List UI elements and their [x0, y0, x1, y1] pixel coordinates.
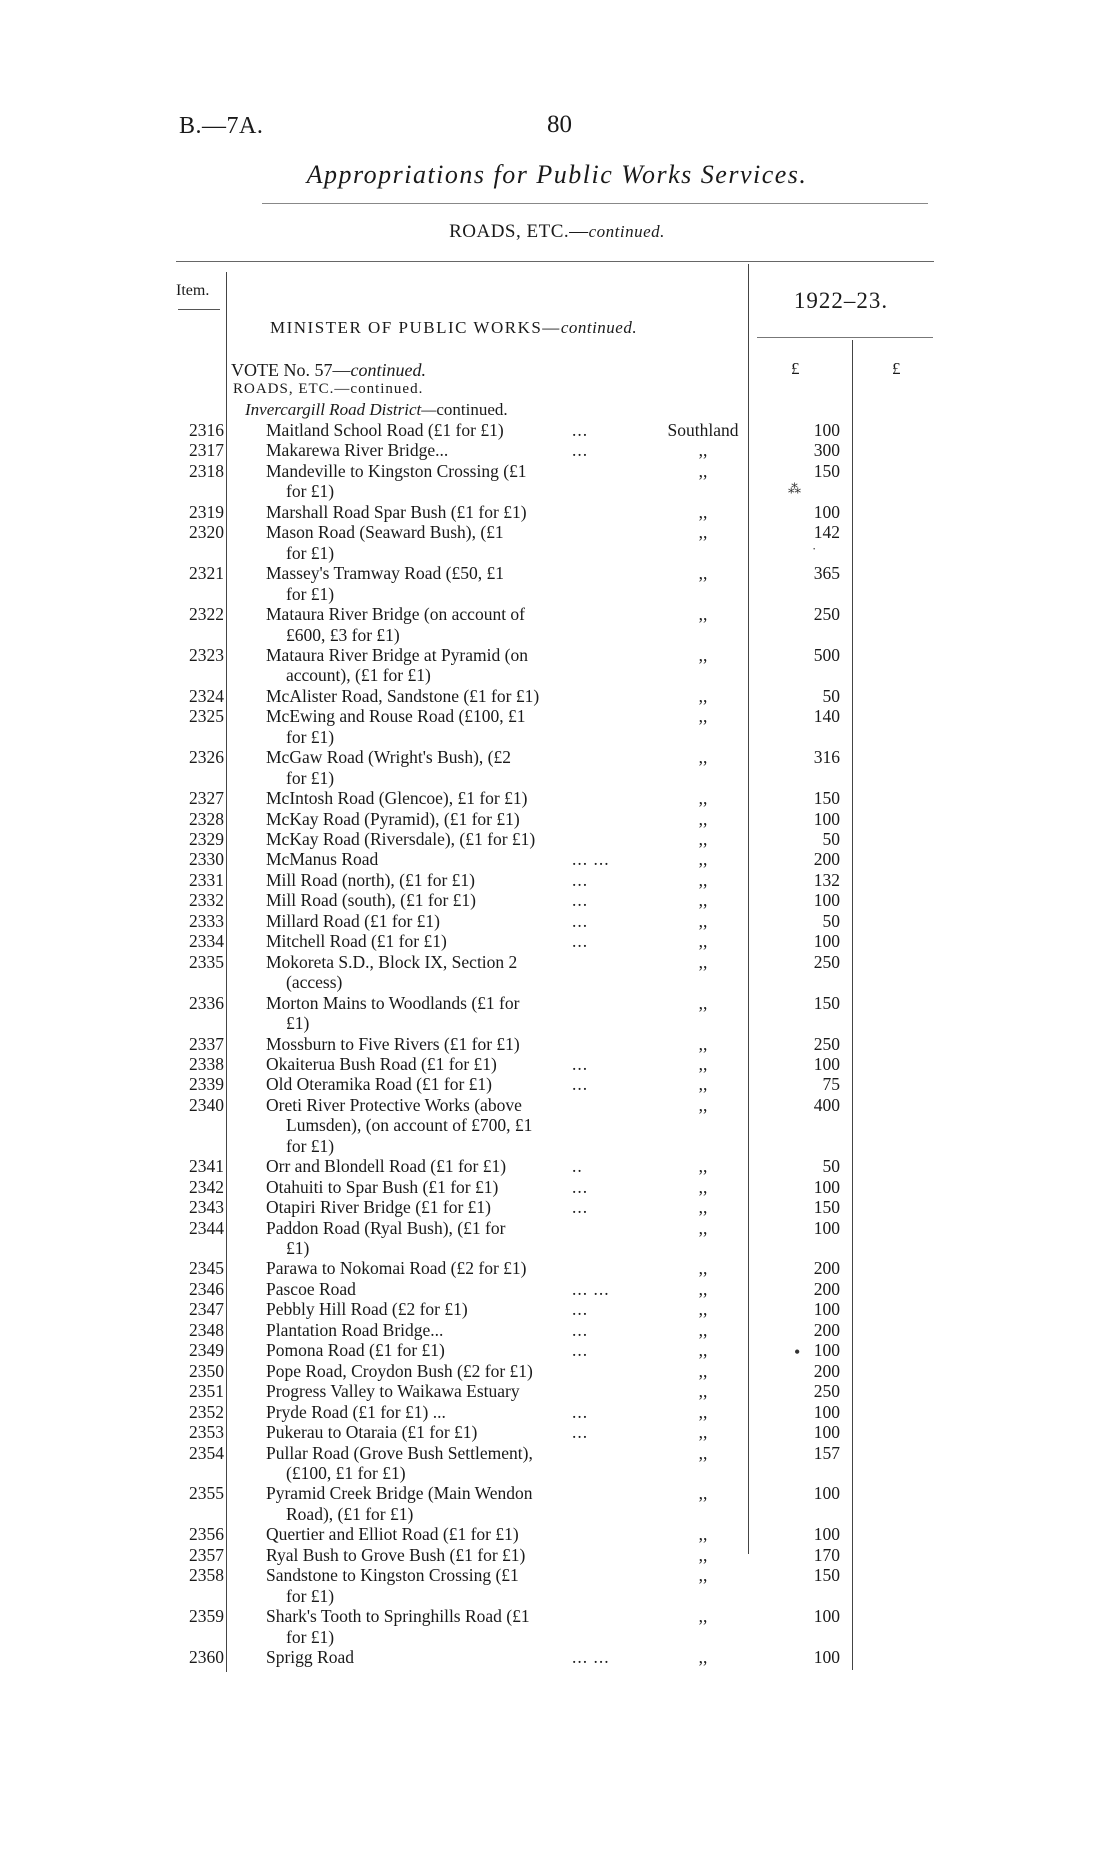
table-row — [0, 993, 1114, 1013]
item-number: 2358 — [189, 1565, 224, 1586]
item-number: 2326 — [189, 747, 224, 768]
item-number: 2354 — [189, 1442, 224, 1463]
ministry-heading — [270, 318, 637, 338]
county-name: ,, — [698, 1074, 708, 1095]
county-name: ,, — [698, 1381, 708, 1402]
vote-heading — [231, 360, 426, 381]
item-description: McAlister Road, Sandstone (£1 for £1) — [266, 685, 540, 706]
amount: 150 — [813, 992, 840, 1013]
leader-dots: ... — [572, 1422, 589, 1443]
item-description-continuation: for £1) — [286, 1135, 335, 1156]
amount: 200 — [813, 1360, 840, 1381]
table-row — [0, 788, 1114, 808]
table-row — [0, 1361, 1114, 1381]
table-row — [0, 911, 1114, 931]
county-name: ,, — [698, 1401, 708, 1422]
item-description: Pryde Road (£1 for £1) ... — [266, 1401, 446, 1422]
amount: 100 — [813, 1176, 840, 1197]
item-description: Mokoreta S.D., Block IX, Section 2 — [266, 951, 518, 972]
ministry-suffix: continued. — [560, 318, 638, 337]
item-description: Progress Valley to Waikawa Estuary — [266, 1381, 520, 1402]
table-row — [0, 522, 1114, 542]
amount: 400 — [813, 1094, 840, 1115]
county-name: ,, — [698, 869, 708, 890]
county-name: Southland — [667, 420, 739, 440]
item-description: McManus Road — [266, 849, 379, 870]
amount: 365 — [813, 563, 840, 584]
leader-dots: ... — [572, 931, 589, 952]
item-description-continuation: (£100, £1 for £1) — [286, 1462, 406, 1483]
section-heading-suffix: continued. — [588, 222, 665, 241]
amount: 132 — [813, 869, 840, 890]
county-name: ,, — [698, 563, 708, 584]
item-number: 2356 — [189, 1524, 224, 1545]
item-description-continuation: for £1) — [286, 1626, 335, 1647]
year-header-rule — [757, 337, 933, 338]
item-number: 2351 — [189, 1381, 224, 1402]
county-name: ,, — [698, 522, 708, 543]
county-name: ,, — [698, 685, 708, 706]
item-description-continuation: (access) — [286, 972, 343, 993]
pound-unit-col2: £ — [892, 359, 901, 378]
county-name: ,, — [698, 1422, 708, 1443]
item-number: 2332 — [189, 890, 224, 911]
table-row — [0, 1422, 1114, 1442]
county-name: ,, — [698, 1544, 708, 1565]
section-heading-text: ROADS, ETC.— — [449, 221, 589, 242]
ministry-label: MINISTER OF PUBLIC WORKS— — [270, 318, 561, 337]
item-description: Sprigg Road — [266, 1647, 354, 1667]
item-number: 2336 — [189, 992, 224, 1013]
amount: 200 — [813, 1278, 840, 1299]
county-name: ,, — [698, 910, 708, 931]
table-top-rule — [176, 261, 934, 262]
table-row — [0, 809, 1114, 829]
item-number: 2350 — [189, 1360, 224, 1381]
table-row — [0, 1545, 1114, 1565]
item-description: Pullar Road (Grove Bush Settlement), — [266, 1442, 533, 1463]
amount: 100 — [813, 420, 840, 440]
amount: 150 — [813, 460, 840, 481]
amount: 100 — [813, 931, 840, 952]
table-row — [0, 931, 1114, 951]
amount: 50 — [822, 1156, 840, 1177]
item-description: Pomona Road (£1 for £1) — [266, 1340, 445, 1361]
print-artifact: ⁂ — [788, 481, 801, 496]
county-name: ,, — [698, 1483, 708, 1504]
item-number: 2339 — [189, 1074, 224, 1095]
county-name: ,, — [698, 1094, 708, 1115]
county-name: ,, — [698, 1319, 708, 1340]
amount: 100 — [813, 1401, 840, 1422]
amount: 100 — [813, 1422, 840, 1443]
vote-label: VOTE No. 57— — [231, 360, 351, 380]
item-description: McKay Road (Pyramid), (£1 for £1) — [266, 808, 520, 829]
item-number: 2330 — [189, 849, 224, 870]
amount: 500 — [813, 644, 840, 665]
county-name: ,, — [698, 992, 708, 1013]
leader-dots: ... — [572, 1340, 589, 1361]
item-description-continuation: Lumsden), (on account of £700, £1 — [286, 1115, 533, 1136]
table-row — [0, 1647, 1114, 1667]
table-row — [0, 829, 1114, 849]
county-name: ,, — [698, 1176, 708, 1197]
leader-dots: ... — [572, 1053, 589, 1074]
item-description: Pyramid Creek Bridge (Main Wendon — [266, 1483, 533, 1504]
county-name: ,, — [698, 788, 708, 809]
county-name: ,, — [698, 460, 708, 481]
county-name: ,, — [698, 829, 708, 849]
item-number: 2323 — [189, 644, 224, 665]
table-row — [0, 870, 1114, 890]
amount: 100 — [813, 1524, 840, 1545]
leader-dots: ... — [572, 890, 589, 911]
item-description: Mason Road (Seaward Bush), (£1 — [266, 522, 504, 543]
table-row — [0, 645, 1114, 665]
page-title: Appropriations for Public Works Services. — [306, 160, 808, 189]
item-description: Otapiri River Bridge (£1 for £1) — [266, 1197, 492, 1218]
item-number: 2321 — [189, 563, 224, 584]
column-header-item: Item. — [176, 282, 210, 299]
county-name: ,, — [698, 890, 708, 911]
leader-dots: ... — [572, 420, 589, 440]
item-number: 2349 — [189, 1340, 224, 1361]
amount: 140 — [813, 706, 840, 727]
item-number: 2342 — [189, 1176, 224, 1197]
item-number: 2352 — [189, 1401, 224, 1422]
item-description: McKay Road (Riversdale), (£1 for £1) — [266, 829, 536, 849]
item-number: 2347 — [189, 1299, 224, 1320]
district-suffix: continued. — [436, 400, 508, 419]
print-artifact: • — [794, 1342, 801, 1362]
item-number: 2360 — [189, 1647, 224, 1667]
item-description: Plantation Road Bridge... — [266, 1319, 444, 1340]
table-row — [0, 563, 1114, 583]
table-row — [0, 1320, 1114, 1340]
county-name: ,, — [698, 1606, 708, 1627]
leader-dots: ... ... — [572, 849, 610, 870]
item-description: Pukerau to Otaraia (£1 for £1) — [266, 1422, 478, 1443]
table-row — [0, 952, 1114, 972]
item-number: 2331 — [189, 869, 224, 890]
item-description-continuation: £600, £3 for £1) — [286, 624, 400, 645]
item-number: 2341 — [189, 1156, 224, 1177]
item-description-continuation: for £1) — [286, 767, 335, 788]
item-description: Orr and Blondell Road (£1 for £1) — [266, 1156, 507, 1177]
amount: 50 — [822, 829, 840, 849]
table-row — [0, 1443, 1114, 1463]
leader-dots: ... — [572, 869, 589, 890]
item-number: 2345 — [189, 1258, 224, 1279]
county-name: ,, — [698, 931, 708, 952]
item-number: 2317 — [189, 440, 224, 461]
item-description-continuation: for £1) — [286, 583, 335, 604]
amount: 200 — [813, 1258, 840, 1279]
table-row — [0, 890, 1114, 910]
item-description: Otahuiti to Spar Bush (£1 for £1) — [266, 1176, 499, 1197]
county-name: ,, — [698, 501, 708, 522]
item-description: Pope Road, Croydon Bush (£2 for £1) — [266, 1360, 533, 1381]
table-row — [0, 1218, 1114, 1238]
table-row — [0, 1197, 1114, 1217]
amount: 200 — [813, 849, 840, 870]
table-row — [0, 1258, 1114, 1278]
leader-dots: ... — [572, 1299, 589, 1320]
amount: 100 — [813, 1053, 840, 1074]
table-row — [0, 686, 1114, 706]
document-reference: B.—7A. — [179, 113, 264, 139]
amount: 157 — [813, 1442, 840, 1463]
item-number: 2334 — [189, 931, 224, 952]
item-description: Parawa to Nokomai Road (£2 for £1) — [266, 1258, 527, 1279]
item-number: 2322 — [189, 604, 224, 625]
item-description: Maitland School Road (£1 for £1) — [266, 420, 504, 440]
table-row — [0, 849, 1114, 869]
item-description-continuation: for £1) — [286, 1585, 335, 1606]
pound-unit-col1: £ — [791, 359, 800, 378]
amount: 200 — [813, 1319, 840, 1340]
amount: 100 — [813, 1606, 840, 1627]
county-name: ,, — [698, 1565, 708, 1586]
leader-dots: .. — [572, 1156, 583, 1177]
item-description-continuation: £1) — [286, 1013, 310, 1034]
leader-dots: ... — [572, 910, 589, 931]
table-row — [0, 1524, 1114, 1544]
amount: 250 — [813, 1381, 840, 1402]
table-row — [0, 706, 1114, 726]
item-number: 2338 — [189, 1053, 224, 1074]
item-header-rule — [178, 309, 220, 310]
item-description: Okaiterua Bush Road (£1 for £1) — [266, 1053, 497, 1074]
item-description: Mitchell Road (£1 for £1) — [266, 931, 447, 952]
item-description: Morton Mains to Woodlands (£1 for — [266, 992, 520, 1013]
leader-dots: ... — [572, 1197, 589, 1218]
item-number: 2324 — [189, 685, 224, 706]
item-number: 2325 — [189, 706, 224, 727]
item-number: 2353 — [189, 1422, 224, 1443]
county-name: ,, — [698, 604, 708, 625]
table-row — [0, 1054, 1114, 1074]
item-description: Ryal Bush to Grove Bush (£1 for £1) — [266, 1544, 526, 1565]
item-number: 2335 — [189, 951, 224, 972]
county-name: ,, — [698, 1299, 708, 1320]
item-number: 2348 — [189, 1319, 224, 1340]
item-number: 2329 — [189, 829, 224, 849]
item-number: 2318 — [189, 460, 224, 481]
amount: 50 — [822, 910, 840, 931]
amount: 100 — [813, 501, 840, 522]
amount: 150 — [813, 1197, 840, 1218]
district-heading — [245, 400, 508, 420]
column-header-year: 1922–23. — [793, 288, 889, 313]
county-name: ,, — [698, 849, 708, 870]
amount: 75 — [822, 1074, 840, 1095]
amount: 100 — [813, 1647, 840, 1667]
amount: 100 — [813, 808, 840, 829]
leader-dots: ... — [572, 1074, 589, 1095]
county-name: ,, — [698, 1197, 708, 1218]
table-row — [0, 502, 1114, 522]
amount: 100 — [813, 1299, 840, 1320]
item-description: Mossburn to Five Rivers (£1 for £1) — [266, 1033, 520, 1054]
item-description: Quertier and Elliot Road (£1 for £1) — [266, 1524, 519, 1545]
county-name: ,, — [698, 644, 708, 665]
county-name: ,, — [698, 1647, 708, 1667]
item-description: Mataura River Bridge (on account of — [266, 604, 526, 625]
county-name: ,, — [698, 1258, 708, 1279]
table-row — [0, 1381, 1114, 1401]
county-name: ,, — [698, 1340, 708, 1361]
leader-dots: ... — [572, 440, 589, 461]
leader-dots: ... ... — [572, 1647, 610, 1667]
table-row — [0, 1299, 1114, 1319]
item-number: 2316 — [189, 420, 224, 440]
amount: 316 — [813, 747, 840, 768]
county-name: ,, — [698, 747, 708, 768]
item-description: Makarewa River Bridge... — [266, 440, 449, 461]
item-number: 2340 — [189, 1094, 224, 1115]
table-row — [0, 1074, 1114, 1094]
item-description: Mataura River Bridge at Pyramid (on — [266, 644, 528, 665]
amount: 100 — [813, 890, 840, 911]
item-description: Massey's Tramway Road (£50, £1 — [266, 563, 504, 584]
item-description: Sandstone to Kingston Crossing (£1 — [266, 1565, 519, 1586]
item-description: Millard Road (£1 for £1) — [266, 910, 440, 931]
county-name: ,, — [698, 808, 708, 829]
leader-dots: ... — [572, 1176, 589, 1197]
item-description: Pebbly Hill Road (£2 for £1) — [266, 1299, 468, 1320]
item-description: Oreti River Protective Works (above — [266, 1094, 522, 1115]
item-description: Old Oteramika Road (£1 for £1) — [266, 1074, 492, 1095]
item-description-continuation: for £1) — [286, 726, 335, 747]
leader-dots: ... — [572, 1401, 589, 1422]
table-row — [0, 747, 1114, 767]
county-name: ,, — [698, 1442, 708, 1463]
item-description: McEwing and Rouse Road (£100, £1 — [266, 706, 526, 727]
leader-dots: ... — [572, 1319, 589, 1340]
table-row — [0, 1565, 1114, 1585]
table-row — [0, 1606, 1114, 1626]
vote-suffix: continued. — [350, 360, 426, 380]
item-number: 2320 — [189, 522, 224, 543]
item-description: McGaw Road (Wright's Bush), (£2 — [266, 747, 511, 768]
page-number: 80 — [547, 111, 572, 138]
item-description: Mandeville to Kingston Crossing (£1 — [266, 460, 527, 481]
section-heading — [0, 221, 1114, 243]
county-name: ,, — [698, 1053, 708, 1074]
amount: 150 — [813, 1565, 840, 1586]
amount: 100 — [813, 1340, 840, 1361]
amount: 170 — [813, 1544, 840, 1565]
county-name: ,, — [698, 1033, 708, 1054]
county-name: ,, — [698, 951, 708, 972]
county-name: ,, — [698, 440, 708, 461]
item-number: 2357 — [189, 1544, 224, 1565]
amount: 250 — [813, 1033, 840, 1054]
item-number: 2319 — [189, 501, 224, 522]
item-description-continuation: Road), (£1 for £1) — [286, 1503, 414, 1524]
district-label: Invercargill Road District— — [245, 400, 437, 419]
amount: 150 — [813, 788, 840, 809]
item-description-continuation: for £1) — [286, 542, 335, 563]
item-description-continuation: for £1) — [286, 481, 335, 502]
amount: 250 — [813, 951, 840, 972]
table-row — [0, 440, 1114, 460]
item-description: Mill Road (south), (£1 for £1) — [266, 890, 476, 911]
item-description: Marshall Road Spar Bush (£1 for £1) — [266, 501, 527, 522]
item-number: 2359 — [189, 1606, 224, 1627]
table-row — [0, 1156, 1114, 1176]
item-number: 2346 — [189, 1278, 224, 1299]
item-description-continuation: £1) — [286, 1238, 310, 1258]
table-row — [0, 420, 1114, 440]
table-row — [0, 1340, 1114, 1360]
item-number: 2337 — [189, 1033, 224, 1054]
amount: 50 — [822, 685, 840, 706]
table-row — [0, 1402, 1114, 1422]
amount: 142 — [813, 522, 840, 543]
county-name: ,, — [698, 1360, 708, 1381]
table-row — [0, 1177, 1114, 1197]
item-number: 2333 — [189, 910, 224, 931]
item-description: McIntosh Road (Glencoe), £1 for £1) — [266, 788, 528, 809]
table-row — [0, 1279, 1114, 1299]
item-description: Paddon Road (Ryal Bush), (£1 for — [266, 1217, 506, 1238]
item-description: Pascoe Road — [266, 1278, 356, 1299]
amount: 300 — [813, 440, 840, 461]
vote-subhead: ROADS, ETC.—continued. — [233, 381, 424, 397]
amount: 100 — [813, 1483, 840, 1504]
leader-dots: ... ... — [572, 1278, 610, 1299]
county-name: ,, — [698, 1217, 708, 1238]
item-description: Shark's Tooth to Springhills Road (£1 — [266, 1606, 530, 1627]
table-row — [0, 604, 1114, 624]
item-description: Mill Road (north), (£1 for £1) — [266, 869, 475, 890]
item-number: 2344 — [189, 1217, 224, 1238]
title-divider — [262, 203, 928, 204]
table-row — [0, 1034, 1114, 1054]
print-artifact: · — [812, 541, 817, 556]
table-row — [0, 1095, 1114, 1115]
county-name: ,, — [698, 1524, 708, 1545]
county-name: ,, — [698, 706, 708, 727]
table-row — [0, 461, 1114, 481]
county-name: ,, — [698, 1278, 708, 1299]
item-description-continuation: account), (£1 for £1) — [286, 665, 431, 686]
amount: 100 — [813, 1217, 840, 1238]
item-number: 2343 — [189, 1197, 224, 1218]
county-name: ,, — [698, 1156, 708, 1177]
amount: 250 — [813, 604, 840, 625]
item-number: 2355 — [189, 1483, 224, 1504]
item-number: 2328 — [189, 808, 224, 829]
item-number: 2327 — [189, 788, 224, 809]
table-row — [0, 1483, 1114, 1503]
